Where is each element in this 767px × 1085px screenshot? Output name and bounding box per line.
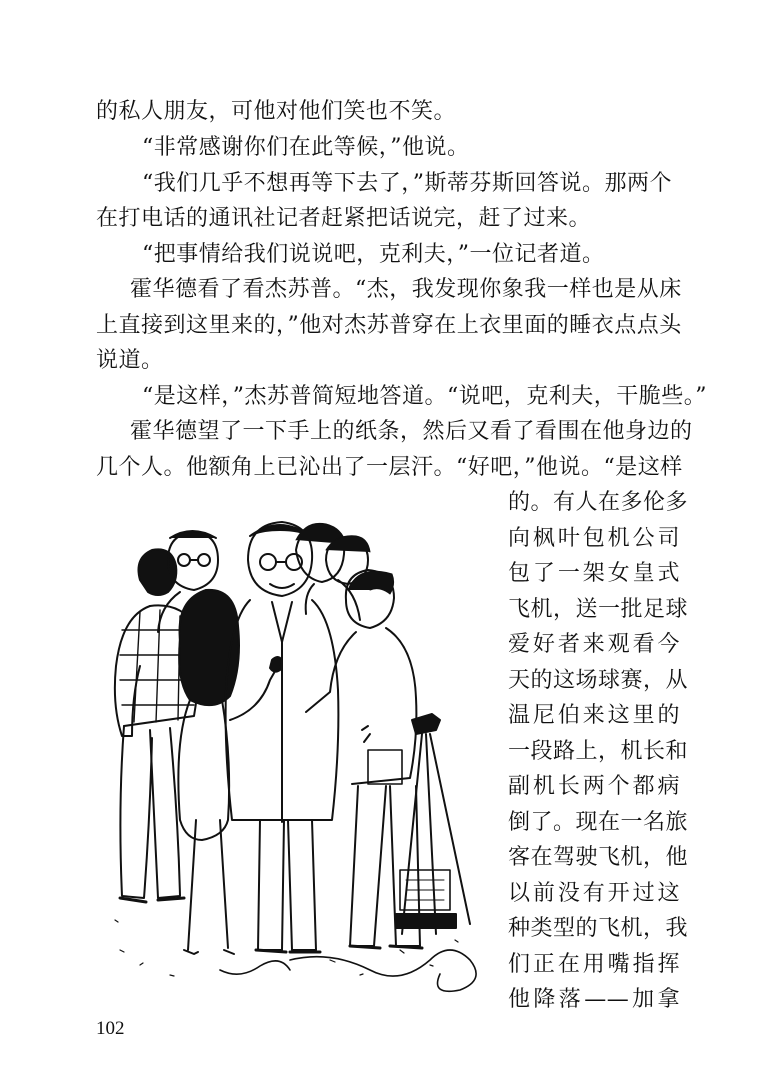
central-man-figure	[226, 522, 339, 952]
column-line-2: 向枫叶包机公司	[508, 526, 680, 551]
text-line-6: 霍华德看了看杰苏普。“杰，我发现你象我一样也是从床	[130, 277, 682, 302]
text-line-9: “是这样，”杰苏普简短地答道。“说吧，克利夫，干脆些。”	[142, 384, 707, 409]
text-line-7: 上直接到这里来的，”他对杰苏普穿在上衣里面的睡衣点点头	[96, 313, 682, 338]
text-line-2: “非常感谢你们在此等候，”他说。	[142, 135, 470, 160]
column-line-13: 种类型的飞机，我	[508, 916, 689, 941]
text-line-4: 在打电话的通讯社记者赶紧把话说完，赶了过来。	[96, 206, 592, 231]
column-line-15: 他降落——加拿	[508, 987, 680, 1012]
text-line-3: “我们几乎不想再等下去了，”斯蒂芬斯回答说。那两个	[142, 171, 672, 196]
woman-reporter-figure	[178, 590, 282, 954]
column-line-5: 爱好者来观看今	[508, 632, 680, 657]
camera-tripod-icon	[396, 714, 470, 934]
column-line-14: 们正在用嘴指挥	[508, 952, 680, 977]
column-line-9: 副机长两个都病	[508, 774, 680, 799]
column-line-10: 倒了。现在一名旅	[508, 810, 689, 835]
page-number: 102	[96, 1018, 125, 1039]
column-line-1: 的。有人在多伦多	[508, 490, 689, 515]
microphone-icon	[270, 657, 282, 672]
text-line-10: 霍华德望了一下手上的纸条，然后又看了看围在他身边的	[130, 419, 693, 444]
column-line-12: 以前没有开过这	[508, 881, 680, 906]
column-line-7: 温尼伯来这里的	[508, 703, 680, 728]
column-line-4: 飞机，送一批足球	[508, 597, 689, 622]
text-line-1: 的私人朋友，可他对他们笑也不笑。	[96, 99, 457, 124]
column-line-6: 天的这场球赛，从	[508, 668, 689, 693]
text-line-11: 几个人。他额角上已沁出了一层汗。“好吧，”他说。“是这样	[96, 455, 683, 480]
man-right-notepad-figure	[306, 570, 422, 948]
column-line-11: 客在驾驶飞机，他	[508, 845, 689, 870]
column-line-3: 包了一架女皇式	[508, 561, 680, 586]
text-line-5: “把事情给我们说说吧，克利夫，”一位记者道。	[142, 242, 605, 267]
floor-cables	[220, 950, 476, 991]
text-line-8: 说道。	[96, 348, 164, 373]
reporters-interview-illustration	[100, 520, 500, 995]
column-line-8: 一段路上，机长和	[508, 739, 689, 764]
